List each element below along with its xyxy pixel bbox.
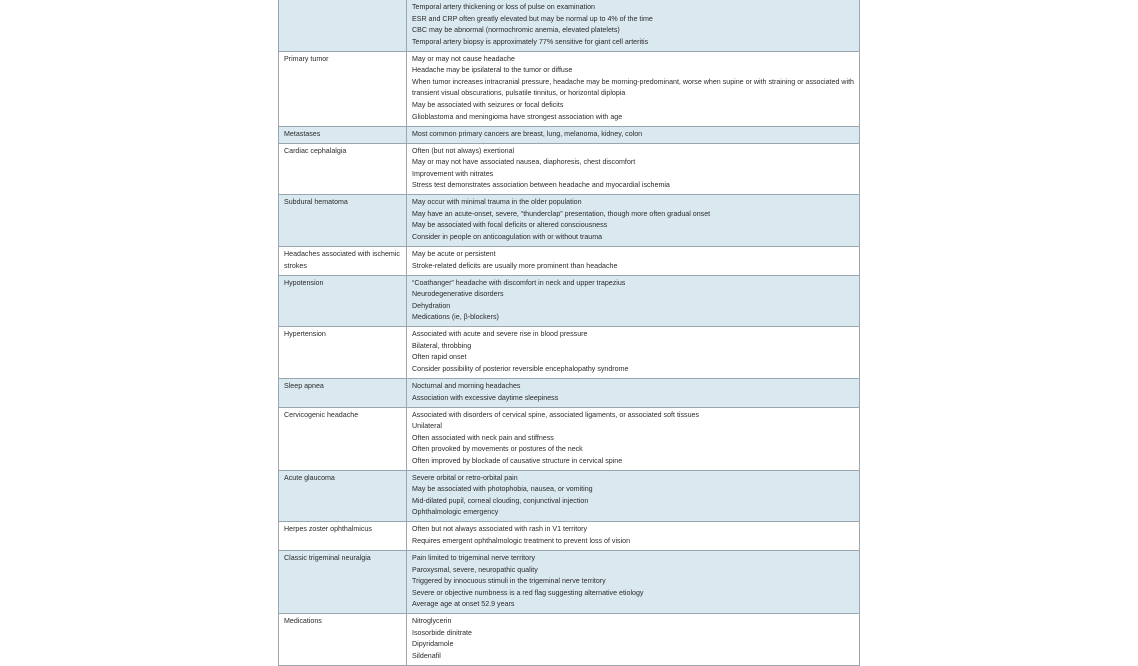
table-row	[279, 327, 860, 379]
features-cell	[407, 551, 860, 614]
condition-cell	[279, 195, 407, 247]
condition-cell	[279, 378, 407, 407]
feature-line: Ophthalmologic emergency	[412, 508, 499, 517]
condition-label: Headaches associated with ischemic strokes	[284, 249, 400, 270]
feature-line: Dipyridamole	[412, 640, 454, 649]
feature-line: Medications (ie, β-blockers)	[412, 313, 499, 322]
table-row	[279, 522, 860, 551]
feature-line: Often but not always associated with rash in V1 territory	[412, 525, 588, 534]
feature-line: Associated with disorders of cervical spine, associated ligaments, or associated soft tissues	[412, 410, 700, 419]
table-row	[279, 51, 860, 126]
table-body	[279, 0, 860, 665]
feature-line: Association with excessive daytime sleepiness	[412, 393, 559, 402]
feature-line: Mid-dilated pupil, corneal clouding, conjunctival injection	[412, 496, 589, 505]
feature-line: Consider possibility of posterior reversible encephalopathy syndrome	[412, 364, 629, 373]
feature-line: Often rapid onset	[412, 353, 467, 362]
condition-label: Subdural hematoma	[284, 198, 348, 207]
features-cell	[407, 470, 860, 522]
feature-line: Most common primary cancers are breast, lung, melanoma, kidney, colon	[412, 129, 643, 138]
feature-line: Neurodegenerative disorders	[412, 290, 504, 299]
table-row	[279, 195, 860, 247]
table-row	[279, 551, 860, 614]
feature-line: Glioblastoma and meningioma have strongest association with age	[412, 112, 623, 121]
feature-line: May or may not cause headache	[412, 54, 515, 63]
feature-line: Often improved by blockade of causative structure in cervical spine	[412, 456, 623, 465]
feature-line: Triggered by innocuous stimuli in the trigeminal nerve territory	[412, 577, 606, 586]
condition-cell	[279, 246, 407, 275]
feature-line: Pain limited to trigeminal nerve territory	[412, 554, 536, 563]
feature-line: Average age at onset 52.9 years	[412, 600, 515, 609]
condition-label: Hypotension	[284, 278, 324, 287]
condition-label: Herpes zoster ophthalmicus	[284, 525, 372, 534]
reference-table-container	[278, 0, 859, 666]
feature-line: CBC may be abnormal (normochromic anemia, elevated platelets)	[412, 26, 620, 35]
feature-line: Severe or objective numbness is a red flag suggesting alternative etiology	[412, 588, 644, 597]
condition-cell	[279, 143, 407, 195]
condition-label: Metastases	[284, 129, 321, 138]
condition-label: Acute glaucoma	[284, 473, 335, 482]
condition-label: Medications	[284, 617, 322, 626]
feature-line: Sildenafil	[412, 651, 441, 660]
features-cell	[407, 246, 860, 275]
feature-line: May or may not have associated nausea, diaphoresis, chest discomfort	[412, 158, 636, 167]
feature-line: Nitroglycerin	[412, 617, 452, 626]
feature-line: “Coathanger” headache with discomfort in neck and upper trapezius	[412, 278, 626, 287]
condition-label: Hypertension	[284, 330, 326, 339]
condition-label: Cervicogenic headache	[284, 410, 359, 419]
feature-line: Temporal artery thickening or loss of pulse on examination	[412, 3, 595, 12]
feature-line: Associated with acute and severe rise in blood pressure	[412, 330, 588, 339]
feature-line: Isosorbide dinitrate	[412, 628, 472, 637]
features-cell	[407, 126, 860, 143]
feature-line: May be associated with photophobia, nausea, or vomiting	[412, 485, 593, 494]
feature-line: Paroxysmal, severe, neuropathic quality	[412, 565, 538, 574]
feature-line: Stress test demonstrates association between headache and myocardial ischemia	[412, 181, 670, 190]
condition-cell	[279, 470, 407, 522]
feature-line: ESR and CRP often greatly elevated but may be normal up to 4% of the time	[412, 14, 653, 23]
feature-line: Unilateral	[412, 422, 442, 431]
feature-line: Requires emergent ophthalmologic treatment to prevent loss of vision	[412, 537, 631, 546]
features-cell	[407, 0, 860, 51]
table-row	[279, 407, 860, 470]
feature-line: May be acute or persistent	[412, 249, 496, 258]
feature-line: When tumor increases intracranial pressure, headache may be morning-predominant, worse when supine or with straining or associated with transient visual obscurations, pulsatile tinnitus, or horizontal diplopia	[412, 77, 855, 98]
table-row	[279, 0, 860, 51]
table-row	[279, 126, 860, 143]
features-cell	[407, 407, 860, 470]
feature-line: Nocturnal and morning headaches	[412, 381, 521, 390]
features-cell	[407, 195, 860, 247]
feature-line: Improvement with nitrates	[412, 169, 494, 178]
condition-label: Cardiac cephalalgia	[284, 146, 347, 155]
condition-cell	[279, 551, 407, 614]
condition-cell	[279, 275, 407, 327]
feature-line: May be associated with seizures or focal deficits	[412, 100, 564, 109]
condition-cell	[279, 407, 407, 470]
table-row	[279, 470, 860, 522]
features-cell	[407, 275, 860, 327]
feature-line: Bilateral, throbbing	[412, 341, 472, 350]
condition-cell	[279, 0, 407, 51]
condition-label: Primary tumor	[284, 54, 329, 63]
feature-line: Often associated with neck pain and stiffness	[412, 433, 554, 442]
features-cell	[407, 51, 860, 126]
condition-label: Classic trigeminal neuralgia	[284, 554, 371, 563]
feature-line: Consider in people on anticoagulation with or without trauma	[412, 232, 603, 241]
feature-line: Often (but not always) exertional	[412, 146, 515, 155]
feature-line: May have an acute-onset, severe, “thunderclap” presentation, though more often gradual onset	[412, 209, 711, 218]
condition-cell	[279, 522, 407, 551]
features-cell	[407, 378, 860, 407]
table-row	[279, 246, 860, 275]
condition-cell	[279, 126, 407, 143]
condition-cell	[279, 51, 407, 126]
features-cell	[407, 143, 860, 195]
feature-line: Headache may be ipsilateral to the tumor or diffuse	[412, 66, 573, 75]
feature-line: May be associated with focal deficits or altered consciousness	[412, 221, 608, 230]
secondary-headache-causes-table	[278, 0, 860, 666]
feature-line: Often provoked by movements or postures of the neck	[412, 445, 583, 454]
feature-line: Severe orbital or retro-orbital pain	[412, 473, 518, 482]
feature-line: Temporal artery biopsy is approximately 77% sensitive for giant cell arteritis	[412, 37, 649, 46]
features-cell	[407, 522, 860, 551]
condition-label: Sleep apnea	[284, 381, 324, 390]
table-row	[279, 143, 860, 195]
feature-line: Dehydration	[412, 301, 451, 310]
table-row	[279, 378, 860, 407]
feature-line: May occur with minimal trauma in the older population	[412, 198, 582, 207]
table-row	[279, 275, 860, 327]
condition-cell	[279, 327, 407, 379]
feature-line: Stroke-related deficits are usually more prominent than headache	[412, 261, 618, 270]
features-cell	[407, 327, 860, 379]
